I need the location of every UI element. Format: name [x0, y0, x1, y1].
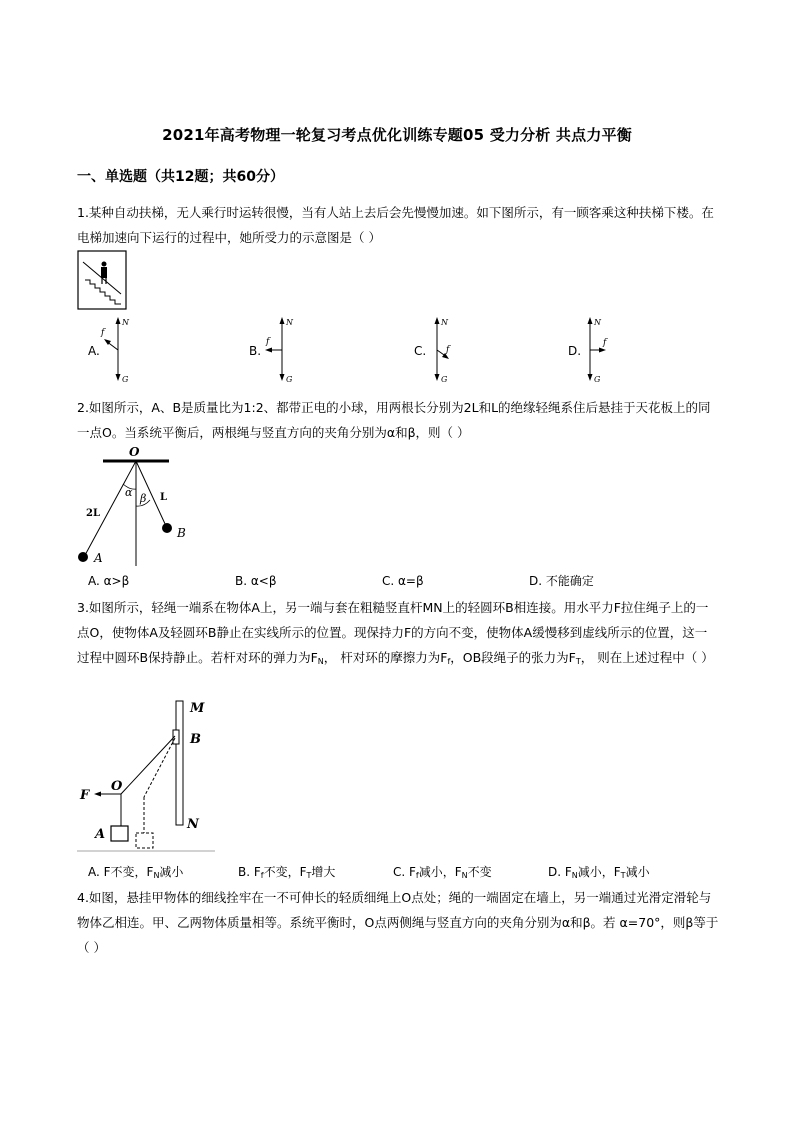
normal-force-label: N — [594, 318, 601, 327]
force-f-label: F — [80, 788, 90, 803]
rod-ring-figure — [77, 696, 217, 854]
rod-end-n-label: N — [187, 817, 199, 832]
q3-option-d[interactable]: D. $F_N$减小，$F_T$减小 — [548, 865, 650, 880]
point-o-label: O — [129, 445, 140, 459]
ring-b-label: B — [190, 732, 201, 747]
gravity-label: G — [441, 375, 448, 384]
angle-beta-label: β — [140, 492, 147, 505]
question-2-text: 2.如图所示，A、B是质量比为1:2、都带正电的小球，用两根长分别为2L和L的绝缘轻绳系住后悬挂于天花板上的同一点O。当系统平衡后，两根绳与竖直方向的夹角分别为α和β，则（ ） — [77, 400, 711, 440]
option-b-label[interactable]: B. — [249, 344, 262, 358]
ball-b-label: B — [177, 526, 186, 540]
option-a-label[interactable]: A. — [88, 344, 100, 358]
force-diagram-c — [417, 314, 457, 384]
block-a-label: A — [95, 827, 106, 842]
rod-end-m-label: M — [190, 701, 205, 716]
question-4-text: 4.如图，悬挂甲物体的细线拴牢在一不可伸长的轻质细绳上O点处；绳的一端固定在墙上，另一端通过光滑定滑轮与物体乙相连。甲、乙两物体质量相等。系统平衡时，O点两侧绳与竖直方向的夹角分别为α和β。若 α=70°，则β等于（ ） — [77, 890, 719, 955]
ball-a-label: A — [94, 551, 103, 565]
q2-option-a[interactable]: A. α>β — [88, 574, 130, 588]
length-2l-label: 2L — [86, 508, 100, 519]
pendulum-figure — [75, 444, 200, 569]
gravity-label: G — [122, 375, 129, 384]
section-heading: 一、单选题（共12题；共60分） — [77, 169, 284, 185]
question-1-text: 1.某种自动扶梯，无人乘行时运转很慢，当有人站上去后会先慢慢加速。如下图所示，有一顾客乘这种扶梯下楼。在电梯加速向下运行的过程中，她所受力的示意图是（ ） — [77, 205, 714, 245]
gravity-label: G — [594, 375, 601, 384]
q2-option-b[interactable]: B. α<β — [235, 574, 277, 588]
question-3-text: 3.如图所示，轻绳一端系在物体A上，另一端与套在粗糙竖直杆MN上的轻圆环B相连接。用水平力F拉住绳子上的一点O，使物体A及轻圆环B静止在实线所示的位置。现保持力F的方向不变，使物体A缓慢移到虚线所示的位置，这一过程中圆环B保持静止。若杆对环的弹力为$F_N$， 杆对环的摩擦力为$F_f$，OB段绳子的张力为$F_T$， 则在上述过程中（ ） — [77, 600, 714, 666]
q3-option-a[interactable]: A. F不变，$F_N$减小 — [88, 865, 184, 880]
friction-label: f — [266, 337, 270, 347]
q2-option-c[interactable]: C. α=β — [382, 574, 424, 588]
q2-option-d[interactable]: D. 不能确定 — [529, 574, 594, 588]
force-diagram-a — [98, 314, 133, 384]
gravity-label: G — [286, 375, 293, 384]
normal-force-label: N — [122, 318, 129, 327]
force-diagram-d — [570, 314, 615, 384]
q3-option-c[interactable]: C. $F_f$减小，$F_N$不变 — [393, 865, 492, 880]
normal-force-label: N — [441, 318, 448, 327]
escalator-figure — [77, 250, 127, 310]
option-d-label[interactable]: D. — [568, 344, 582, 358]
page-title: 2021年高考物理一轮复习考点优化训练专题05 受力分析 共点力平衡 — [162, 126, 632, 144]
option-c-label[interactable]: C. — [414, 344, 427, 358]
point-o-label: O — [111, 779, 123, 794]
length-l-label: L — [160, 492, 168, 503]
friction-label: f — [101, 328, 105, 338]
angle-alpha-label: α — [125, 486, 133, 499]
force-diagram-b — [262, 314, 297, 384]
q3-option-b[interactable]: B. $F_f$不变，$F_T$增大 — [238, 865, 336, 880]
friction-label: f — [603, 338, 607, 348]
normal-force-label: N — [286, 318, 293, 327]
friction-label: f — [446, 345, 450, 355]
